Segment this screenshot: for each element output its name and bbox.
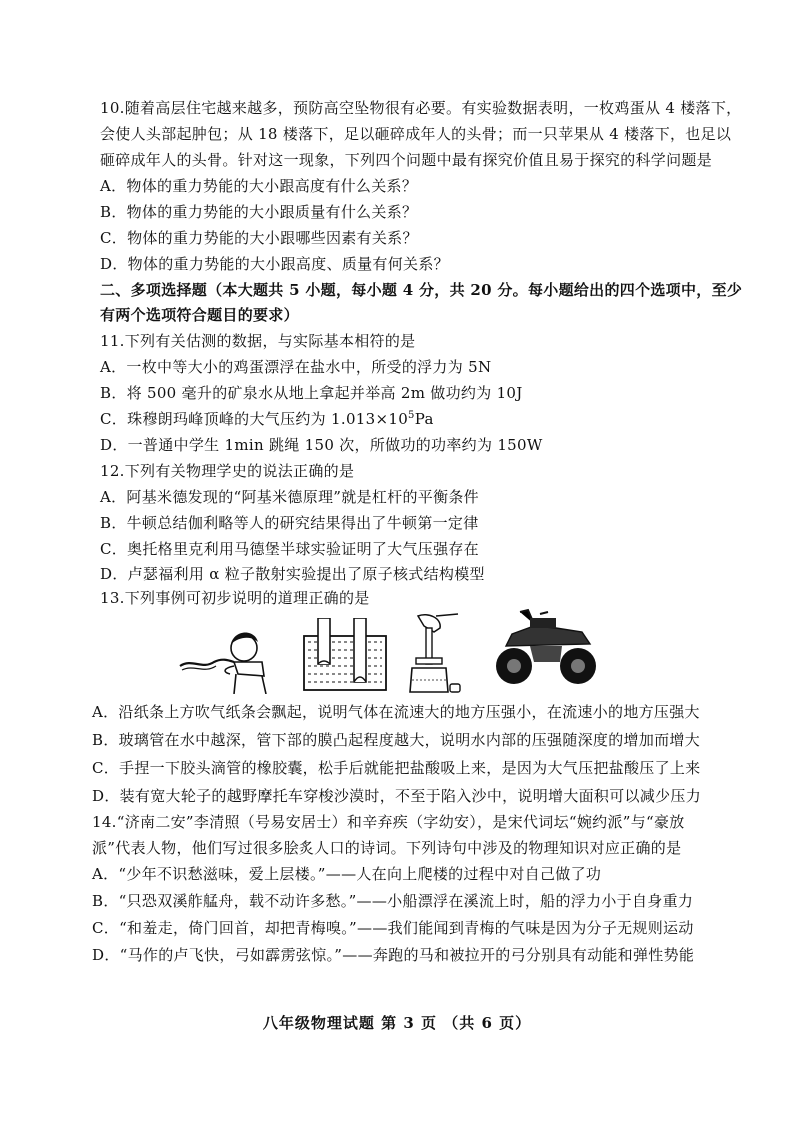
q10-option-c: C．物体的重力势能的大小跟哪些因素有关系？: [100, 229, 418, 247]
q11-option-c-unit: Pa: [414, 410, 434, 428]
q10-option-b: B．物体的重力势能的大小跟质量有什么关系？: [100, 203, 418, 221]
q12-option-d: D．卢瑟福利用 α 粒子散射实验提出了原子核式结构模型: [100, 565, 485, 583]
q11-option-c: [100, 409, 434, 429]
q11-option-d: D．一普通中学生 1min 跳绳 150 次，所做功的功率约为 150W: [100, 436, 543, 454]
figure-dropper-bottle: [398, 612, 468, 696]
figure-atv-motorcycle: [494, 604, 600, 690]
q12-stem: 12.下列有关物理学史的说法正确的是: [100, 462, 355, 480]
q11-option-b: B．将 500 毫升的矿泉水从地上拿起并举高 2m 做功约为 10J: [100, 384, 523, 402]
section2-heading-line-2: 有两个选项符合题目的要求）: [100, 306, 299, 324]
q11-option-c-exponent: 5: [408, 410, 415, 421]
q14-option-c: C．“和羞走，倚门回首，却把青梅嗅。”——我们能闻到青梅的气味是因为分子无规则运动: [92, 919, 694, 937]
q10-option-a: A．物体的重力势能的大小跟高度有什么关系？: [100, 177, 418, 195]
q11-option-c-text: C．珠穆朗玛峰顶峰的大气压约为 1.013×10: [100, 410, 409, 428]
section2-heading-line-1: 二、多项选择题（本大题共 5 小题，每小题 4 分，共 20 分。每小题给出的四个选项中，至少: [100, 281, 743, 299]
q13-option-b: B．玻璃管在水中越深，管下部的膜凸起程度越大，说明水内部的压强随深度的增加而增大: [92, 731, 701, 749]
q12-option-b: B．牛顿总结伽利略等人的研究结果得出了牛顿第一定律: [100, 514, 479, 532]
page-footer: 八年级物理试题 第 3 页 （共 6 页）: [262, 1014, 532, 1032]
q11-option-a: A．一枚中等大小的鸡蛋漂浮在盐水中，所受的浮力为 5N: [100, 358, 492, 376]
q14-stem-line-1: 14.“济南二安”李清照（号易安居士）和辛弃疾（字幼安），是宋代词坛“婉约派”与“豪放: [92, 813, 685, 831]
q12-option-a: A．阿基米德发现的“阿基米德原理”就是杠杆的平衡条件: [100, 488, 479, 506]
q13-option-d: D．装有宽大轮子的越野摩托车穿梭沙漠时，不至于陷入沙中，说明增大面积可以减少压力: [92, 787, 702, 805]
q13-option-a: A．沿纸条上方吹气纸条会飘起，说明气体在流速大的地方压强小，在流速小的地方压强大: [92, 703, 700, 721]
q13-option-c: C．手捏一下胶头滴管的橡胶囊，松手后就能把盐酸吸上来，是因为大气压把盐酸压了上来: [92, 759, 701, 777]
q10-option-d: D．物体的重力势能的大小跟高度、质量有何关系？: [100, 255, 449, 273]
q14-option-a: A．“少年不识愁滋味，爱上层楼。”——人在向上爬楼的过程中对自己做了功: [92, 865, 602, 883]
figure-boy-blowing-paper: [178, 618, 270, 694]
q11-stem: 11.下列有关估测的数据，与实际基本相符的是: [100, 332, 416, 350]
figure-tubes-in-water: [300, 618, 390, 692]
q10-stem-line-2: 会使人头部起肿包；从 18 楼落下，足以砸碎成年人的头骨；而一只苹果从 4 楼落下，也足以: [100, 125, 732, 143]
q14-option-b: B．“只恐双溪舴艋舟，载不动许多愁。”——小船漂浮在溪流上时，船的浮力小于自身重力: [92, 892, 694, 910]
q14-stem-line-2: 派”代表人物，他们写过很多脍炙人口的诗词。下列诗句中涉及的物理知识对应正确的是: [92, 839, 682, 857]
q14-option-d: D．“马作的卢飞快，弓如霹雳弦惊。”——奔跑的马和被拉开的弓分别具有动能和弹性势能: [92, 946, 695, 964]
q10-stem-line-3: 砸碎成年人的头骨。针对这一现象，下列四个问题中最有探究价值且易于探究的科学问题是: [100, 151, 713, 169]
q13-stem: 13.下列事例可初步说明的道理正确的是: [100, 589, 370, 607]
q12-option-c: C．奥托格里克利用马德堡半球实验证明了大气压强存在: [100, 540, 479, 558]
q10-stem-line-1: 10.随着高层住宅越来越多，预防高空坠物很有必要。有实验数据表明，一枚鸡蛋从 4 楼落下，: [100, 99, 742, 117]
